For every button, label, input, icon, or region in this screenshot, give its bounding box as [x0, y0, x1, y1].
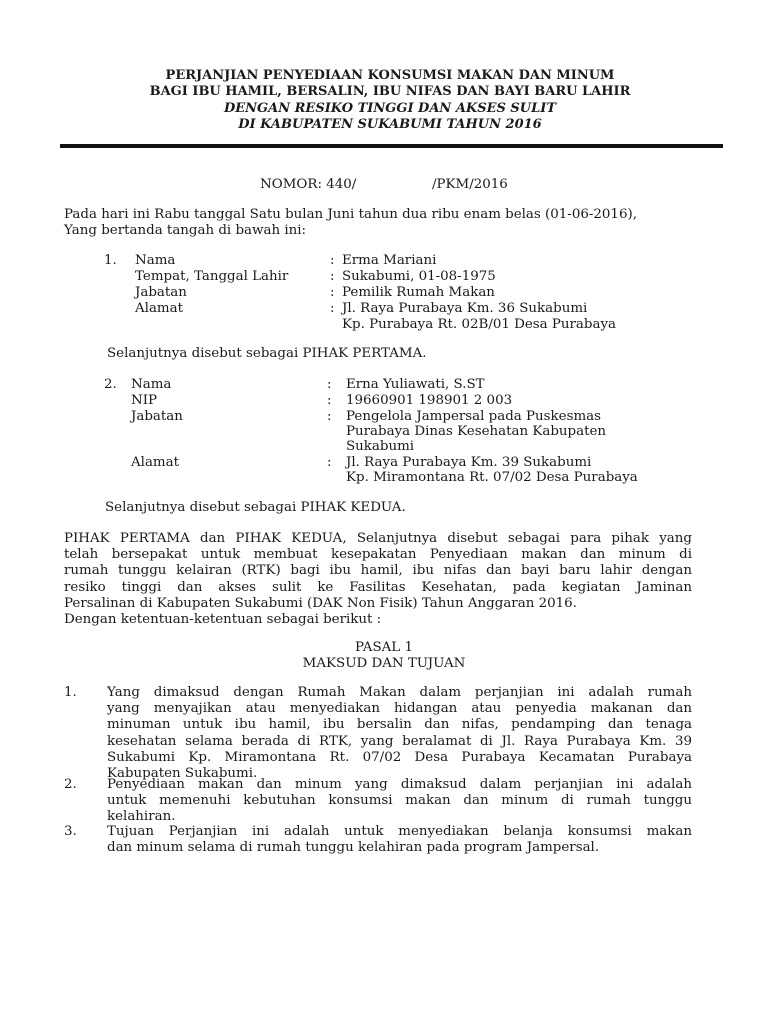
agreement-closing: Dengan ketentuan-ketentuan sebagai berikut : [64, 612, 382, 628]
party-2-address-value: Jl. Raya Purabaya Km. 39 Sukabumi [346, 455, 592, 470]
title-line-1: PERJANJIAN PENYEDIAAN KONSUMSI MAKAN DAN MINUM [165, 68, 615, 83]
title-line-2: BAGI IBU HAMIL, BERSALIN, IBU NIFAS DAN BAYI BARU LAHIR [149, 84, 631, 100]
list-item-line: kesehatan selama berada di RTK, yang beralamat di Jl. Raya Purabaya Km. 39 [107, 733, 692, 749]
list-item-text [107, 824, 692, 856]
party-2-nip-value: 19660901 198901 2 003 [346, 393, 513, 408]
party-2-address-label: Alamat [131, 455, 179, 470]
list-item-number: 3. [64, 824, 77, 839]
title-line-4: DI KABUPATEN SUKABUMI TAHUN 2016 [238, 117, 542, 133]
pasal-subheading: MAKSUD DAN TUJUAN [302, 656, 466, 671]
title-divider [60, 144, 723, 148]
party-2-position-line-3: Sukabumi [346, 439, 415, 454]
agreement-paragraph [64, 531, 692, 628]
list-item-line: minuman untuk ibu hamil, ibu bersalin dan nifas, pendamping dan tenaga [107, 717, 692, 733]
party-2-name-value: Erna Yuliawati, S.ST [346, 377, 485, 392]
agreement-line: rumah tunggu kelairan (RTK) bagi ibu hamil, ibu nifas dan bayi baru lahir dengan [64, 563, 692, 579]
party-2-number: 2. [104, 377, 117, 392]
agreement-line: telah bersepakat untuk membuat kesepakatan Penyediaan makan dan minum di [64, 547, 692, 563]
document-title [60, 68, 720, 134]
list-item-line: Sukabumi Kp. Miramontana Rt. 07/02 Desa Purabaya Kecamatan Purabaya [107, 749, 692, 765]
list-item-line: untuk memenuhi kebutuhan konsumsi makan dan minum di rumah tunggu [107, 793, 692, 809]
party-1-birth-sep: : [330, 269, 335, 284]
party-2-nip-sep: : [327, 393, 332, 408]
list-item-number: 1. [64, 685, 77, 700]
agreement-line: Persalinan di Kabupaten Sukabumi (DAK Non Fisik) Tahun Anggaran 2016. [64, 595, 577, 611]
party-2-position-line-2: Purabaya Dinas Kesehatan Kabupaten [346, 424, 607, 439]
party-1-number: 1. [104, 253, 117, 268]
party-1-address-sep: : [330, 301, 335, 316]
party-2-position-value: Pengelola Jampersal pada Puskesmas [346, 409, 601, 424]
document-number-suffix: /PKM/2016 [432, 177, 508, 192]
agreement-line: PIHAK PERTAMA dan PIHAK KEDUA, Selanjutnya disebut sebagai para pihak yang [64, 531, 692, 546]
party-1-position-sep: : [330, 285, 335, 300]
party-1-position-label: Jabatan [135, 285, 187, 300]
pasal-heading: PASAL 1 [355, 640, 413, 655]
party-1-birth-value: Sukabumi, 01-08-1975 [342, 269, 496, 284]
party-2-nip-label: NIP [131, 393, 158, 408]
agreement-line: resiko tinggi dan akses sulit ke Fasilitas Kesehatan, pada kegiatan Jaminan [64, 579, 692, 595]
party-2-position-sep: : [327, 409, 332, 424]
list-item-number: 2. [64, 777, 77, 792]
list-item-line: kelahiran. [107, 809, 176, 825]
party-2-name-label: Nama [131, 377, 172, 392]
list-item-line: dan minum selama di rumah tunggu kelahiran pada program Jampersal. [107, 840, 600, 856]
party-2-address-line-2: Kp. Miramontana Rt. 07/02 Desa Purabaya [346, 470, 638, 485]
document-number-prefix: NOMOR: 440/ [260, 177, 357, 192]
list-item-line: Tujuan Perjanjian ini adalah untuk menyediakan belanja konsumsi makan [107, 824, 692, 839]
opening-line-2: Yang bertanda tangah di bawah ini: [64, 223, 307, 239]
party-2-position-label: Jabatan [131, 409, 183, 424]
opening-line-1: Pada hari ini Rabu tanggal Satu bulan Juni tahun dua ribu enam belas (01-06-2016), [64, 207, 637, 222]
party-1-name-label: Nama [135, 253, 176, 268]
party-1-address-label: Alamat [135, 301, 183, 316]
list-item-line: Yang dimaksud dengan Rumah Makan dalam perjanjian ini adalah rumah [107, 685, 692, 700]
party-2-name-sep: : [327, 377, 332, 392]
opening-paragraph [64, 207, 704, 239]
list-item-text [107, 777, 692, 826]
party-2-address-sep: : [327, 455, 332, 470]
party-1-name-sep: : [330, 253, 335, 268]
title-line-3: DENGAN RESIKO TINGGI DAN AKSES SULIT [223, 100, 557, 116]
party-1-address-value: Jl. Raya Purabaya Km. 36 Sukabumi [342, 301, 588, 316]
party-1-designation: Selanjutnya disebut sebagai PIHAK PERTAMA. [107, 346, 427, 361]
party-1-name-value: Erma Mariani [342, 253, 437, 268]
party-1-address-line-2: Kp. Purabaya Rt. 02B/01 Desa Purabaya [342, 317, 617, 332]
party-1-birth-label: Tempat, Tanggal Lahir [135, 269, 289, 284]
party-1-position-value: Pemilik Rumah Makan [342, 285, 495, 300]
list-item-text [107, 685, 692, 782]
list-item-line: Penyediaan makan dan minum yang dimaksud dalam perjanjian ini adalah [107, 777, 692, 792]
party-2-designation: Selanjutnya disebut sebagai PIHAK KEDUA. [105, 500, 406, 515]
list-item-line: yang menyajikan atau menyediakan hidangan atau penyedia makanan dan [107, 701, 692, 717]
list-item-line: Kabupaten Sukabumi. [107, 766, 258, 782]
